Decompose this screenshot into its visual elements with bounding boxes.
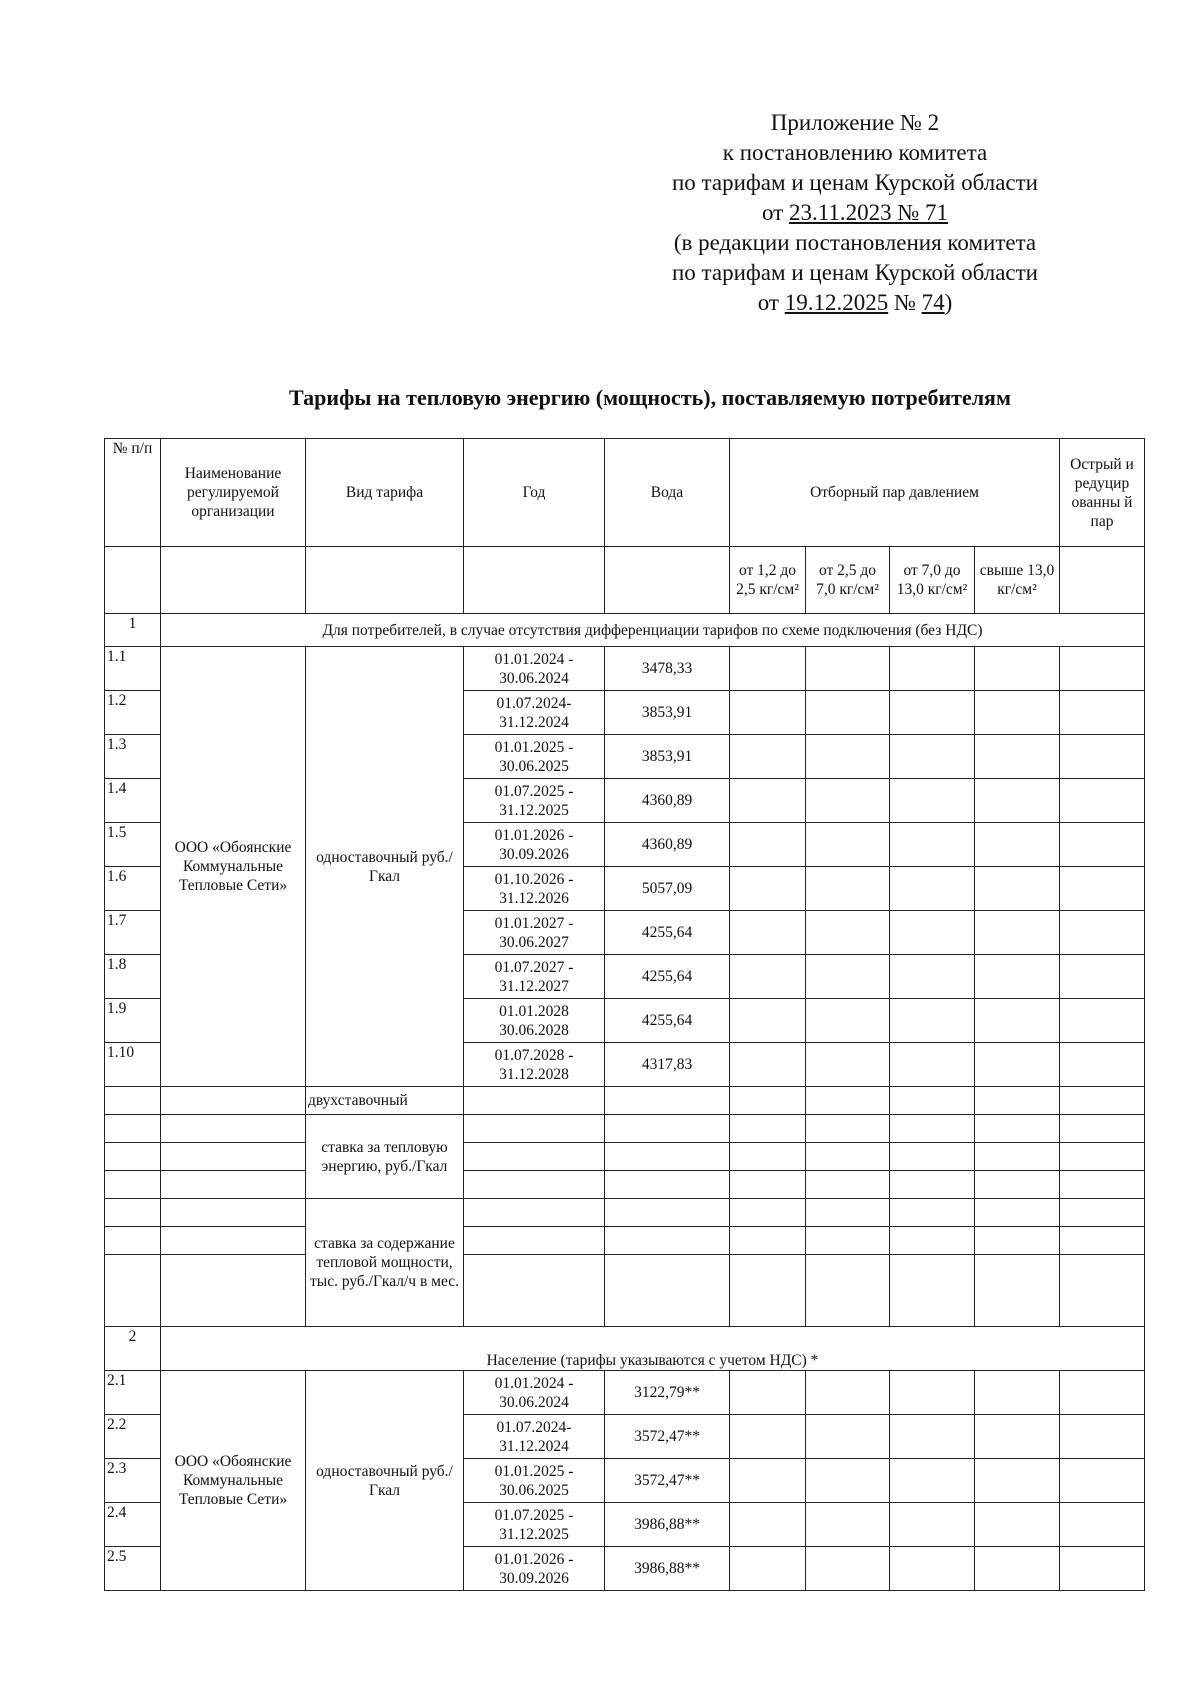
empty-cell bbox=[1060, 1115, 1145, 1143]
col-header-steam: Отборный пар давлением bbox=[730, 439, 1060, 547]
col-header-num: № п/п bbox=[105, 439, 161, 547]
revision-date: 19.12.2025 bbox=[784, 290, 889, 315]
empty-cell bbox=[806, 1171, 890, 1199]
empty-cell bbox=[806, 1227, 890, 1255]
row-number: 2.3 bbox=[105, 1459, 161, 1503]
empty-cell bbox=[806, 1415, 890, 1459]
empty-cell bbox=[975, 955, 1060, 999]
tariff-type: одноставочный руб./Гкал bbox=[306, 1371, 464, 1591]
empty-cell bbox=[975, 1171, 1060, 1199]
period-cell: 01.07.2025 - 31.12.2025 bbox=[464, 779, 605, 823]
empty-cell bbox=[890, 1255, 975, 1327]
table-row bbox=[105, 1115, 1145, 1143]
row-number: 2.4 bbox=[105, 1503, 161, 1547]
empty-cell bbox=[890, 1043, 975, 1087]
empty-cell bbox=[890, 1171, 975, 1199]
row-number: 1.4 bbox=[105, 779, 161, 823]
period-cell: 01.07.2025 - 31.12.2025 bbox=[464, 1503, 605, 1547]
empty-cell bbox=[890, 823, 975, 867]
empty-cell bbox=[890, 1547, 975, 1591]
empty-cell bbox=[730, 691, 806, 735]
row-number: 1.9 bbox=[105, 999, 161, 1043]
section-label: Для потребителей, в случае отсутствия дифференциации тарифов по схеме подключения (без НДС) bbox=[161, 614, 1145, 647]
row-number: 1.8 bbox=[105, 955, 161, 999]
empty-cell bbox=[1060, 1143, 1145, 1171]
empty-cell bbox=[1060, 1415, 1145, 1459]
organization-name: ООО «Обоянские Коммунальные Тепловые Сети» bbox=[161, 647, 306, 1087]
empty-cell bbox=[1060, 1199, 1145, 1227]
header-line-2: к постановлению комитета bbox=[722, 140, 988, 165]
empty-cell bbox=[806, 1115, 890, 1143]
row-number: 2.1 bbox=[105, 1371, 161, 1415]
empty-cell bbox=[890, 779, 975, 823]
empty-cell bbox=[1060, 823, 1145, 867]
empty-cell bbox=[806, 779, 890, 823]
empty-cell bbox=[1060, 647, 1145, 691]
document-title: Тарифы на тепловую энергию (мощность), поставляемую потребителям bbox=[289, 385, 1011, 410]
section-row bbox=[105, 1327, 1145, 1371]
empty-cell bbox=[1060, 735, 1145, 779]
empty-cell bbox=[730, 1143, 806, 1171]
empty-cell bbox=[975, 647, 1060, 691]
empty-cell bbox=[806, 999, 890, 1043]
empty-cell bbox=[605, 1255, 730, 1327]
subheader-row bbox=[105, 547, 1145, 614]
empty-cell bbox=[1060, 1255, 1145, 1327]
empty-cell bbox=[806, 955, 890, 999]
empty-cell bbox=[975, 911, 1060, 955]
empty-cell bbox=[464, 1171, 605, 1199]
period-cell: 01.01.2026 - 30.09.2026 bbox=[464, 1547, 605, 1591]
water-tariff-cell: 3572,47** bbox=[605, 1415, 730, 1459]
empty-cell bbox=[975, 1087, 1060, 1115]
section-label: Население (тарифы указываются с учетом НДС) * bbox=[161, 1327, 1145, 1371]
empty-cell bbox=[890, 867, 975, 911]
water-tariff-cell: 4255,64 bbox=[605, 999, 730, 1043]
water-tariff-cell: 3986,88** bbox=[605, 1503, 730, 1547]
empty-cell bbox=[975, 735, 1060, 779]
empty-cell bbox=[890, 691, 975, 735]
revision-number: 74 bbox=[921, 290, 945, 315]
header-line-5: (в редакции постановления комитета bbox=[673, 230, 1037, 255]
period-cell: 01.01.2025 - 30.06.2025 bbox=[464, 735, 605, 779]
empty-cell bbox=[975, 867, 1060, 911]
decree-date: 23.11.2023 bbox=[788, 200, 892, 225]
empty-cell bbox=[730, 1459, 806, 1503]
col-header-sharp-steam: Острый и редуцир ованны й пар bbox=[1060, 439, 1145, 547]
section-number: 1 bbox=[105, 614, 161, 647]
empty-cell bbox=[730, 823, 806, 867]
table-row bbox=[105, 1171, 1145, 1199]
row-number: 1.10 bbox=[105, 1043, 161, 1087]
water-tariff-cell: 3986,88** bbox=[605, 1547, 730, 1591]
col-header-year: Год bbox=[464, 439, 605, 547]
empty-cell bbox=[806, 1043, 890, 1087]
empty-cell bbox=[975, 1115, 1060, 1143]
empty-cell bbox=[975, 1547, 1060, 1591]
empty-cell bbox=[890, 1503, 975, 1547]
empty-cell bbox=[1060, 1547, 1145, 1591]
period-cell: 01.01.2025 - 30.06.2025 bbox=[464, 1459, 605, 1503]
empty-cell bbox=[730, 647, 806, 691]
table-row bbox=[105, 1087, 1145, 1115]
empty-cell bbox=[1060, 1087, 1145, 1115]
empty-cell bbox=[605, 1171, 730, 1199]
decree-number: 71 bbox=[925, 200, 949, 225]
energy-rate-label: ставка за тепловую энергию, руб./Гкал bbox=[306, 1115, 464, 1199]
col-header-org: Наименование регулируемой организации bbox=[161, 439, 306, 547]
document-header bbox=[620, 108, 1090, 318]
empty-cell bbox=[730, 867, 806, 911]
empty-cell bbox=[806, 1503, 890, 1547]
empty-cell bbox=[730, 1171, 806, 1199]
two-rate-label: двухставочный bbox=[306, 1087, 464, 1115]
empty-cell bbox=[730, 911, 806, 955]
empty-cell bbox=[806, 1547, 890, 1591]
section-number: 2 bbox=[105, 1327, 161, 1371]
period-cell: 01.01.2028 30.06.2028 bbox=[464, 999, 605, 1043]
empty-cell bbox=[890, 1459, 975, 1503]
empty-cell bbox=[1060, 779, 1145, 823]
empty-cell bbox=[730, 1115, 806, 1143]
empty-cell bbox=[806, 1199, 890, 1227]
water-tariff-cell: 4317,83 bbox=[605, 1043, 730, 1087]
section-row bbox=[105, 614, 1145, 647]
empty-cell bbox=[890, 1143, 975, 1171]
empty-cell bbox=[890, 1199, 975, 1227]
water-tariff-cell: 5057,09 bbox=[605, 867, 730, 911]
empty-cell bbox=[1060, 1227, 1145, 1255]
header-line-1: Приложение № 2 bbox=[770, 110, 940, 135]
water-tariff-cell: 3572,47** bbox=[605, 1459, 730, 1503]
period-cell: 01.07.2027 - 31.12.2027 bbox=[464, 955, 605, 999]
empty-cell bbox=[975, 999, 1060, 1043]
row-number: 1.7 bbox=[105, 911, 161, 955]
empty-cell bbox=[975, 1255, 1060, 1327]
water-tariff-cell: 4255,64 bbox=[605, 955, 730, 999]
empty-cell bbox=[890, 999, 975, 1043]
empty-cell bbox=[605, 1087, 730, 1115]
empty-cell bbox=[975, 823, 1060, 867]
empty-cell bbox=[730, 1255, 806, 1327]
period-cell: 01.07.2024- 31.12.2024 bbox=[464, 691, 605, 735]
row-number: 1.1 bbox=[105, 647, 161, 691]
empty-cell bbox=[890, 647, 975, 691]
empty-cell bbox=[890, 911, 975, 955]
empty-cell bbox=[605, 1115, 730, 1143]
empty-cell bbox=[1060, 955, 1145, 999]
period-cell: 01.07.2028 - 31.12.2028 bbox=[464, 1043, 605, 1087]
table-row bbox=[105, 647, 1145, 691]
period-cell: 01.01.2024 - 30.06.2024 bbox=[464, 1371, 605, 1415]
empty-cell bbox=[806, 735, 890, 779]
water-tariff-cell: 4255,64 bbox=[605, 911, 730, 955]
row-number: 1.2 bbox=[105, 691, 161, 735]
empty-cell bbox=[975, 1043, 1060, 1087]
period-cell: 01.01.2024 - 30.06.2024 bbox=[464, 647, 605, 691]
row-number: 1.6 bbox=[105, 867, 161, 911]
empty-cell bbox=[1060, 1459, 1145, 1503]
empty-cell bbox=[730, 1227, 806, 1255]
period-cell: 01.01.2026 - 30.09.2026 bbox=[464, 823, 605, 867]
col-header-pressure-3: от 7,0 до 13,0 кг/см² bbox=[890, 547, 975, 614]
tariff-table bbox=[104, 438, 1145, 1591]
col-header-pressure-1: от 1,2 до 2,5 кг/см² bbox=[730, 547, 806, 614]
empty-cell bbox=[605, 1143, 730, 1171]
empty-cell bbox=[975, 1459, 1060, 1503]
empty-cell bbox=[730, 735, 806, 779]
capacity-rate-label: ставка за содержание тепловой мощности, тыс. руб./Гкал/ч в мес. bbox=[306, 1199, 464, 1327]
empty-cell bbox=[890, 1415, 975, 1459]
empty-cell bbox=[730, 1547, 806, 1591]
empty-cell bbox=[806, 1459, 890, 1503]
empty-cell bbox=[975, 779, 1060, 823]
empty-cell bbox=[806, 911, 890, 955]
header-line-7: от 19.12.2025 № 74) bbox=[757, 290, 953, 315]
header-line-6: по тарифам и ценам Курской области bbox=[672, 260, 1038, 285]
empty-cell bbox=[1060, 1371, 1145, 1415]
empty-cell bbox=[730, 1371, 806, 1415]
empty-cell bbox=[730, 999, 806, 1043]
table-row bbox=[105, 1199, 1145, 1227]
header-line-3: по тарифам и ценам Курской области bbox=[672, 170, 1038, 195]
empty-cell bbox=[605, 1227, 730, 1255]
col-header-pressure-2: от 2,5 до 7,0 кг/см² bbox=[806, 547, 890, 614]
row-number: 1.3 bbox=[105, 735, 161, 779]
table-row bbox=[105, 1371, 1145, 1415]
period-cell: 01.10.2026 - 31.12.2026 bbox=[464, 867, 605, 911]
empty-cell bbox=[806, 647, 890, 691]
empty-cell bbox=[464, 1227, 605, 1255]
empty-cell bbox=[975, 1503, 1060, 1547]
water-tariff-cell: 3122,79** bbox=[605, 1371, 730, 1415]
empty-cell bbox=[975, 1199, 1060, 1227]
water-tariff-cell: 3853,91 bbox=[605, 691, 730, 735]
empty-cell bbox=[605, 1199, 730, 1227]
water-tariff-cell: 4360,89 bbox=[605, 823, 730, 867]
empty-cell bbox=[890, 955, 975, 999]
water-tariff-cell: 3478,33 bbox=[605, 647, 730, 691]
organization-name: ООО «Обоянские Коммунальные Тепловые Сети» bbox=[161, 1371, 306, 1591]
empty-cell bbox=[730, 1043, 806, 1087]
empty-cell bbox=[975, 1415, 1060, 1459]
tariff-type: одноставочный руб./Гкал bbox=[306, 647, 464, 1087]
table-row bbox=[105, 1255, 1145, 1327]
empty-cell bbox=[1060, 911, 1145, 955]
period-cell: 01.07.2024- 31.12.2024 bbox=[464, 1415, 605, 1459]
empty-cell bbox=[975, 1143, 1060, 1171]
row-number: 2.2 bbox=[105, 1415, 161, 1459]
empty-cell bbox=[975, 1371, 1060, 1415]
empty-cell bbox=[806, 823, 890, 867]
empty-cell bbox=[464, 1087, 605, 1115]
empty-cell bbox=[806, 1371, 890, 1415]
empty-cell bbox=[464, 1199, 605, 1227]
empty-cell bbox=[1060, 999, 1145, 1043]
empty-cell bbox=[806, 1087, 890, 1115]
empty-cell bbox=[730, 1415, 806, 1459]
empty-cell bbox=[730, 1503, 806, 1547]
empty-cell bbox=[890, 1371, 975, 1415]
empty-cell bbox=[1060, 867, 1145, 911]
empty-cell bbox=[890, 1087, 975, 1115]
col-header-pressure-4: свыше 13,0 кг/см² bbox=[975, 547, 1060, 614]
col-header-type: Вид тарифа bbox=[306, 439, 464, 547]
empty-cell bbox=[890, 735, 975, 779]
empty-cell bbox=[730, 955, 806, 999]
empty-cell bbox=[806, 1143, 890, 1171]
table-row bbox=[105, 1143, 1145, 1171]
empty-cell bbox=[890, 1115, 975, 1143]
empty-cell bbox=[806, 867, 890, 911]
empty-cell bbox=[975, 691, 1060, 735]
empty-cell bbox=[1060, 1503, 1145, 1547]
empty-cell bbox=[464, 1255, 605, 1327]
row-number: 2.5 bbox=[105, 1547, 161, 1591]
empty-cell bbox=[806, 691, 890, 735]
empty-cell bbox=[975, 1227, 1060, 1255]
empty-cell bbox=[730, 1087, 806, 1115]
row-number: 1.5 bbox=[105, 823, 161, 867]
header-row bbox=[105, 439, 1145, 547]
empty-cell bbox=[1060, 691, 1145, 735]
header-line-4: от 23.11.2023 № 71 bbox=[761, 200, 949, 225]
water-tariff-cell: 3853,91 bbox=[605, 735, 730, 779]
empty-cell bbox=[730, 1199, 806, 1227]
water-tariff-cell: 4360,89 bbox=[605, 779, 730, 823]
period-cell: 01.01.2027 - 30.06.2027 bbox=[464, 911, 605, 955]
empty-cell bbox=[890, 1227, 975, 1255]
empty-cell bbox=[464, 1115, 605, 1143]
empty-cell bbox=[464, 1143, 605, 1171]
empty-cell bbox=[730, 779, 806, 823]
empty-cell bbox=[1060, 1171, 1145, 1199]
empty-cell bbox=[806, 1255, 890, 1327]
table-row bbox=[105, 1227, 1145, 1255]
col-header-water: Вода bbox=[605, 439, 730, 547]
empty-cell bbox=[1060, 1043, 1145, 1087]
